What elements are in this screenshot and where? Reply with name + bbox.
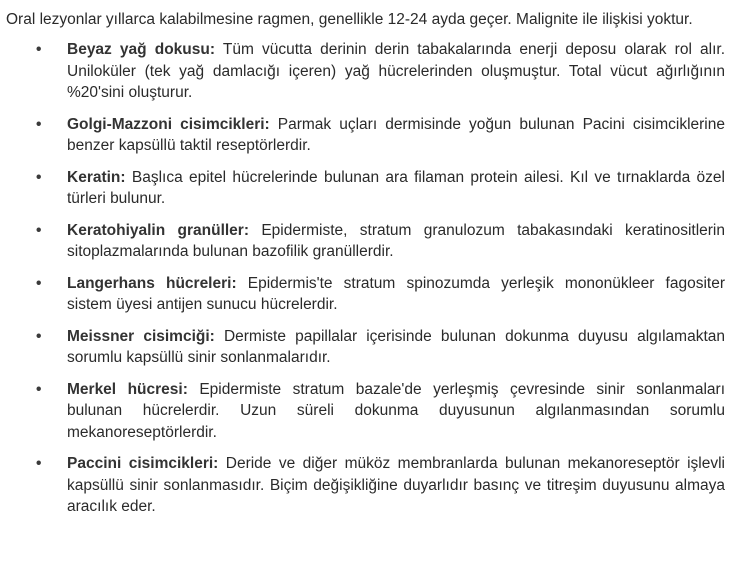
- glossary-term: Langerhans hücreleri:: [67, 274, 237, 292]
- glossary-term: Paccini cisimcikleri:: [67, 455, 219, 472]
- glossary-term: Golgi-Mazzoni cisimcikleri:: [67, 115, 270, 133]
- glossary-term: Keratohiyalin granüller:: [67, 221, 249, 239]
- bullet-icon: •: [36, 274, 42, 292]
- glossary-item: [6, 326, 725, 369]
- glossary-definition: Epidermiste stratum bazale'de yerleşmiş çevresinde sinir sonlanmaları bulunan hücrelerdir. Uzun süreli dokunma duyusunun algılanmasından sorumlu mekanoreseptörlerdir.: [67, 380, 725, 441]
- glossary-term: Merkel hücresi:: [67, 380, 188, 398]
- glossary-term: Keratin:: [67, 168, 126, 186]
- glossary-item: [6, 167, 725, 210]
- glossary-definition: Parmak uçları dermisinde yoğun bulunan Pacini cisimciklerine benzer kapsüllü taktil reseptörlerdir.: [67, 115, 725, 154]
- glossary-definition: Tüm vücutta derinin derin tabakalarında enerji deposu olarak rol alır. Uniloküler (tek yağ damlacığı içeren) yağ hücrelerinden oluşmuştur. Total vücut ağırlığının %20'sini oluşturur.: [67, 41, 726, 101]
- glossary-definition: Epidermis'te stratum spinozumda yerleşik mononükleer fagositer sistem üyesi antijen sunucu hücrelerdir.: [67, 274, 726, 313]
- bullet-icon: •: [36, 327, 42, 345]
- bullet-icon: •: [36, 221, 42, 239]
- glossary-term: Beyaz yağ dokusu:: [67, 41, 216, 58]
- glossary-definition: Dermiste papillalar içerisinde bulunan dokunma duyusu algılamaktan sorumlu kapsüllü sinir sonlanmalarıdır.: [67, 327, 725, 366]
- bullet-icon: •: [36, 455, 42, 472]
- glossary-item: [6, 453, 725, 518]
- glossary-item: [6, 273, 725, 316]
- glossary-item: [6, 39, 725, 104]
- glossary-term: Meissner cisimciği:: [67, 327, 215, 345]
- glossary-definition: Epidermiste, stratum granulozum tabakasındaki keratinositlerin sitoplazmalarında bulunan bazofilik granüllerdir.: [67, 221, 725, 260]
- glossary-item: [6, 220, 725, 263]
- bullet-icon: •: [36, 41, 42, 58]
- glossary-list: [6, 39, 725, 518]
- bullet-icon: •: [36, 380, 42, 398]
- glossary-definition: Deride ve diğer müköz membranlarda bulunan mekanoreseptör işlevli kapsüllü sinir sonlanmasıdır. Biçim değişikliğine duyarlıdır basınç ve titreşim duyusunu almaya aracılık eder.: [67, 455, 725, 515]
- bullet-icon: •: [36, 168, 42, 186]
- intro-paragraph: Oral lezyonlar yıllarca kalabilmesine ragmen, genellikle 12-24 ayda geçer. Malignite ile ilişkisi yoktur.: [6, 11, 693, 28]
- glossary-item: [6, 114, 725, 157]
- bullet-icon: •: [36, 115, 42, 133]
- glossary-item: [6, 379, 725, 444]
- glossary-definition: Başlıca epitel hücrelerinde bulunan ara filaman protein ailesi. Kıl ve tırnaklarda özel türleri bulunur.: [67, 168, 725, 207]
